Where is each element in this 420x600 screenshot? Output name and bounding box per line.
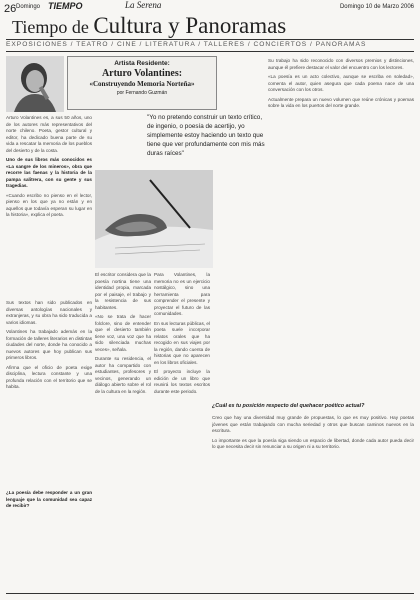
paragraph: Volantines ha trabajado además en la formación de talleres literarios en distintas ciudades del norte, donde ha conocido a nuevos autores que hoy publican sus primeros libros. (6, 329, 92, 360)
article-banner (67, 56, 217, 110)
paragraph: Actualmente prepara un nuevo volumen que reúne crónicas y poemas sobre la vida en los puertos del norte grande. (268, 96, 414, 108)
paragraph: El escritor considera que la poesía nortina tiene una identidad propia, marcada por el paisaje, el trabajo y la resistencia de sus habitantes. (95, 272, 151, 310)
article-kicker: Artista Residente: (114, 60, 170, 67)
author-photo (6, 56, 64, 112)
article-byline: por Fernando Guzmán (116, 90, 168, 96)
section-list: EXPOSICIONES / TEATRO / CINE / LITERATURA / TALLERES / CONCIERTOS / PANORAMAS (6, 41, 367, 48)
column-4 (268, 58, 414, 398)
header-rule (6, 39, 414, 40)
writing-hand-photo (95, 170, 213, 268)
article-headline: Arturo Volantines: (101, 68, 183, 79)
paragraph: El proyecto incluye la edición de un libro que reunirá los textos escritos durante este periodo. (154, 369, 210, 394)
sections-rule (6, 51, 414, 52)
paragraph: Arturo Volantines es, a sus 50 años, uno de los autores más representativos del norte chileno. Poeta, gestor cultural y editor, ha dedicado buena parte de su vida a rescatar la memoria de los pueblos del desierto y de la costa. (6, 115, 92, 153)
paragraph: «Cuando escribo no pienso en el lector, pienso en los que ya no están y en aquellos que todavía esperan su lugar en la historia», explica el poeta. (6, 192, 92, 217)
paragraph: Uno de sus libros más conocidos es «La sangre de los mineros», obra que recorre las faenas y la historia de la pampa salitrera, con su gente y sus tragedias. (6, 157, 92, 188)
question-text: ¿La poesía debe responder a un gran lenguaje que la comunidad sea capaz de recibir? (6, 490, 92, 508)
header-weekday: Domingo (16, 4, 41, 10)
column-1-question (6, 490, 92, 513)
newspaper-logo: TIEMPO (48, 1, 83, 11)
section-title-prefix: Tiempo de (12, 17, 89, 37)
paragraph: Creo que hay una diversidad muy grande de propuestas, lo que es muy positivo. Hay poetas jóvenes que están trabajando con mucha seriedad y otros que buscan caminos nuevos en la escritura. (212, 415, 414, 433)
header-date: Domingo 10 de Marzo 2006 (339, 4, 414, 10)
paragraph: Afirma que el oficio de poeta exige disciplina, lectura constante y una profunda relación con el territorio que se habita. (6, 364, 92, 389)
column-1-top (6, 115, 92, 295)
page-number: 26 (4, 3, 17, 15)
handwritten-note: La Serena (125, 0, 162, 10)
paragraph: Para Volantines, la memoria no es un ejercicio nostálgico, sino una herramienta para comprender el presente y proyectar el futuro de las comunidades. (154, 272, 210, 316)
paragraph: Sus textos han sido publicados en diversas antologías nacionales y extranjeras, y su obra ha sido traducida a varios idiomas. (6, 300, 92, 325)
interview-answer (212, 415, 414, 590)
paragraph: Su trabajo ha sido reconocido con diversos premios y distinciones, aunque él prefiere destacar el valor del encuentro con los lectores. (268, 58, 414, 70)
paragraph: Durante su residencia, el autor ha compartido con estudiantes, profesores y vecinos, generando un diálogo abierto sobre el rol de la cultura en la región. (95, 356, 151, 394)
paragraph: «No se trata de hacer folclore, sino de entender que el desierto también tiene voz, una voz que ha sido silenciada muchas veces», señala. (95, 314, 151, 352)
interview-question: ¿Cuál es tu posición respecto del quehacer poético actual? (212, 403, 365, 409)
column-2 (95, 272, 151, 590)
section-title-main: Cultura y Panoramas (93, 13, 287, 38)
footer-rule (6, 593, 414, 594)
article-subtitle: «Construyendo Memoria Norteña» (89, 80, 195, 88)
paragraph: «La poesía es un acto colectivo, aunque se escriba en soledad», comenta el autor, quien asegura que cada poema nace de una conversación con los otros. (268, 74, 414, 92)
paragraph: En sus lecturas públicas, el poeta suele incorporar relatos orales que ha recogido en sus viajes por la región, dando cuenta de historias que no aparecen en los libros oficiales. (154, 320, 210, 365)
column-3 (154, 272, 210, 590)
column-1-bottom (6, 300, 92, 485)
paragraph: Lo importante es que la poesía siga siendo un espacio de libertad, donde cada autor pueda decir lo que necesita decir sin renunciar a su origen ni a su territorio. (212, 437, 414, 449)
pull-quote: "Yo no pretendo construir un texto crítico, de ingenio, o poesía de acertijo, yo simplemente estoy haciendo un texto que tiene que ver profundamente con mis más duras raíces" (147, 114, 265, 157)
section-title (12, 13, 286, 39)
